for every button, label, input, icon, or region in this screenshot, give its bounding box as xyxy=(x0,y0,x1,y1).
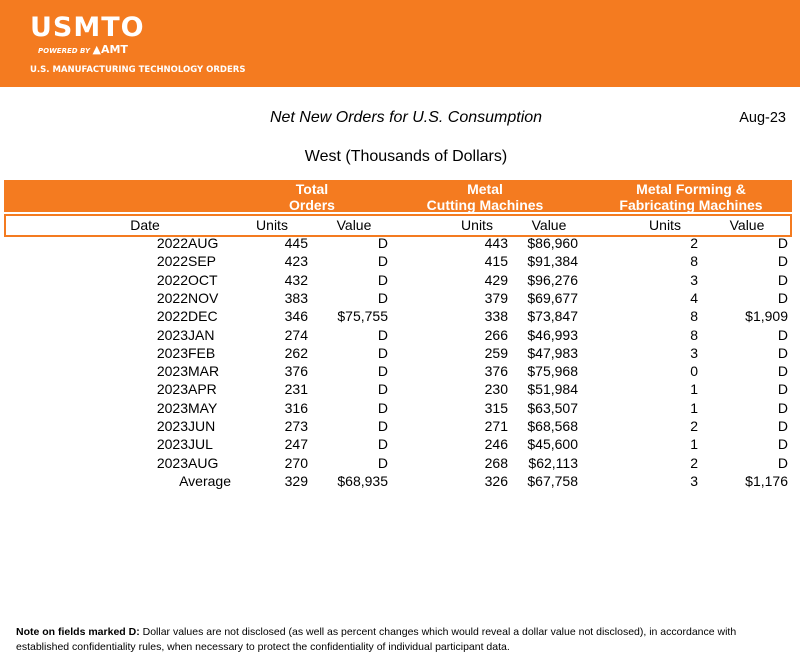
average-cell-fv: $1,176 xyxy=(745,473,788,489)
row-cell-fu: 0 xyxy=(690,363,698,379)
report-date: Aug-23 xyxy=(739,110,786,126)
row-cell-tv: D xyxy=(377,290,388,306)
column-header: Value xyxy=(336,217,372,233)
column-header: Units xyxy=(649,217,681,233)
row-month: SEP xyxy=(188,253,217,269)
row-cell-mu: 415 xyxy=(484,253,508,269)
row-cell-tv: D xyxy=(377,436,388,452)
row-cell-tu: 432 xyxy=(284,272,308,288)
row-cell-tv: $75,755 xyxy=(337,308,388,324)
row-cell-fv: D xyxy=(777,327,788,343)
row-cell-fv: D xyxy=(777,363,788,379)
row-cell-mv: $86,960 xyxy=(527,235,578,251)
row-cell-fv: D xyxy=(777,381,788,397)
row-cell-fv: $1,909 xyxy=(745,308,788,324)
row-cell-fu: 1 xyxy=(690,436,698,452)
column-header: Units xyxy=(461,217,493,233)
row-cell-fv: D xyxy=(777,455,788,471)
tagline: U.S. MANUFACTURING TECHNOLOGY ORDERS xyxy=(30,65,246,75)
row-cell-tu: 445 xyxy=(284,235,308,251)
group-metal-cutting: Metal Cutting Machines xyxy=(426,181,544,213)
row-cell-fu: 2 xyxy=(690,455,698,471)
row-cell-mv: $47,983 xyxy=(527,345,578,361)
row-year: 2023 xyxy=(156,327,188,343)
row-cell-mu: 271 xyxy=(484,418,508,434)
row-cell-fu: 2 xyxy=(690,418,698,434)
footnote-label: Note on fields marked D: xyxy=(16,626,140,638)
average-cell-mv: $67,758 xyxy=(527,473,578,489)
column-header: Date xyxy=(130,217,160,233)
row-cell-mu: 315 xyxy=(484,400,508,416)
row-year: 2023 xyxy=(156,400,188,416)
row-cell-mv: $63,507 xyxy=(527,400,578,416)
row-year: 2023 xyxy=(156,381,188,397)
row-cell-fu: 8 xyxy=(690,308,698,324)
row-year: 2023 xyxy=(156,363,188,379)
row-cell-tu: 231 xyxy=(284,381,308,397)
row-cell-tv: D xyxy=(377,345,388,361)
row-cell-fv: D xyxy=(777,400,788,416)
row-cell-tv: D xyxy=(377,455,388,471)
row-cell-mv: $96,276 xyxy=(527,272,578,288)
row-cell-fv: D xyxy=(777,436,788,452)
row-month: MAY xyxy=(188,400,218,416)
row-cell-fu: 3 xyxy=(690,345,698,361)
row-cell-mv: $46,993 xyxy=(527,327,578,343)
row-cell-tv: D xyxy=(377,235,388,251)
powered-by-label: POWERED BY xyxy=(38,47,91,55)
row-cell-tv: D xyxy=(377,272,388,288)
column-header: Value xyxy=(531,217,567,233)
average-cell-mu: 326 xyxy=(484,473,508,489)
group-metal-forming: Metal Forming & Fabricating Machines xyxy=(619,181,763,213)
row-cell-mv: $91,384 xyxy=(527,253,578,269)
row-cell-tu: 262 xyxy=(284,345,308,361)
row-cell-tu: 316 xyxy=(284,400,308,416)
row-cell-tv: D xyxy=(377,381,388,397)
row-month: JUL xyxy=(188,436,213,452)
row-cell-fv: D xyxy=(777,418,788,434)
row-cell-mu: 268 xyxy=(484,455,508,471)
amt-logo: ▲AMT xyxy=(92,43,128,56)
row-cell-mu: 338 xyxy=(484,308,508,324)
usmto-logo: USMTO xyxy=(30,12,145,43)
row-cell-mu: 259 xyxy=(484,345,508,361)
row-cell-mv: $75,968 xyxy=(527,363,578,379)
row-cell-mu: 443 xyxy=(484,235,508,251)
row-cell-mv: $45,600 xyxy=(527,436,578,452)
row-cell-mv: $68,568 xyxy=(527,418,578,434)
row-cell-mv: $69,677 xyxy=(527,290,578,306)
row-year: 2022 xyxy=(156,272,188,288)
average-cell-fu: 3 xyxy=(690,473,698,489)
row-month: OCT xyxy=(188,272,218,288)
row-cell-tu: 376 xyxy=(284,363,308,379)
row-cell-fv: D xyxy=(777,290,788,306)
row-cell-fv: D xyxy=(777,272,788,288)
row-month: MAR xyxy=(188,363,220,379)
row-cell-mu: 379 xyxy=(484,290,508,306)
average-cell-tv: $68,935 xyxy=(337,473,388,489)
header-banner xyxy=(0,0,800,87)
row-cell-tu: 346 xyxy=(284,308,308,324)
row-cell-mu: 376 xyxy=(484,363,508,379)
row-month: AUG xyxy=(188,235,219,251)
row-year: 2023 xyxy=(156,418,188,434)
row-cell-fv: D xyxy=(777,235,788,251)
row-year: 2022 xyxy=(156,308,188,324)
row-month: FEB xyxy=(188,345,216,361)
report-subtitle: West (Thousands of Dollars) xyxy=(304,148,508,165)
row-cell-tv: D xyxy=(377,253,388,269)
column-header: Units xyxy=(256,217,288,233)
footnote xyxy=(16,625,786,655)
row-cell-tv: D xyxy=(377,363,388,379)
row-year: 2022 xyxy=(156,290,188,306)
row-year: 2023 xyxy=(156,345,188,361)
row-year: 2023 xyxy=(156,455,188,471)
column-header: Value xyxy=(729,217,765,233)
row-cell-fu: 8 xyxy=(690,327,698,343)
row-cell-tu: 270 xyxy=(284,455,308,471)
row-cell-tv: D xyxy=(377,327,388,343)
average-label: Average xyxy=(179,473,231,489)
row-cell-tv: D xyxy=(377,400,388,416)
row-month: APR xyxy=(188,381,217,397)
row-year: 2023 xyxy=(156,436,188,452)
row-cell-tu: 273 xyxy=(284,418,308,434)
row-cell-fu: 1 xyxy=(690,400,698,416)
row-cell-tv: D xyxy=(377,418,388,434)
row-month: JAN xyxy=(188,327,215,343)
row-cell-fu: 2 xyxy=(690,235,698,251)
row-cell-mu: 266 xyxy=(484,327,508,343)
average-cell-tu: 329 xyxy=(284,473,308,489)
report-title: Net New Orders for U.S. Consumption xyxy=(269,109,543,126)
row-cell-tu: 383 xyxy=(284,290,308,306)
row-month: JUN xyxy=(188,418,216,434)
row-cell-mu: 429 xyxy=(484,272,508,288)
row-month: DEC xyxy=(188,308,218,324)
row-cell-mv: $51,984 xyxy=(527,381,578,397)
row-cell-fu: 4 xyxy=(690,290,698,306)
row-cell-fv: D xyxy=(777,253,788,269)
row-cell-tu: 274 xyxy=(284,327,308,343)
row-month: AUG xyxy=(188,455,219,471)
row-cell-mu: 246 xyxy=(484,436,508,452)
row-year: 2022 xyxy=(156,253,188,269)
row-month: NOV xyxy=(188,290,219,306)
footnote-text: Dollar values are not disclosed (as well as percent changes which would reveal a dollar value not disclosed), in accordance with established confidentiality rules, when necessary to protect the confidentiality of individual participant data. xyxy=(16,626,737,653)
row-cell-mv: $62,113 xyxy=(528,455,578,471)
row-cell-fv: D xyxy=(777,345,788,361)
group-total-orders: Total Orders xyxy=(289,181,335,213)
row-cell-mu: 230 xyxy=(484,381,508,397)
row-cell-fu: 1 xyxy=(690,381,698,397)
row-cell-fu: 8 xyxy=(690,253,698,269)
row-cell-tu: 423 xyxy=(284,253,308,269)
row-cell-tu: 247 xyxy=(284,436,308,452)
row-cell-mv: $73,847 xyxy=(527,308,578,324)
powered-by-amt xyxy=(38,45,128,56)
row-cell-fu: 3 xyxy=(690,272,698,288)
row-year: 2022 xyxy=(156,235,188,251)
